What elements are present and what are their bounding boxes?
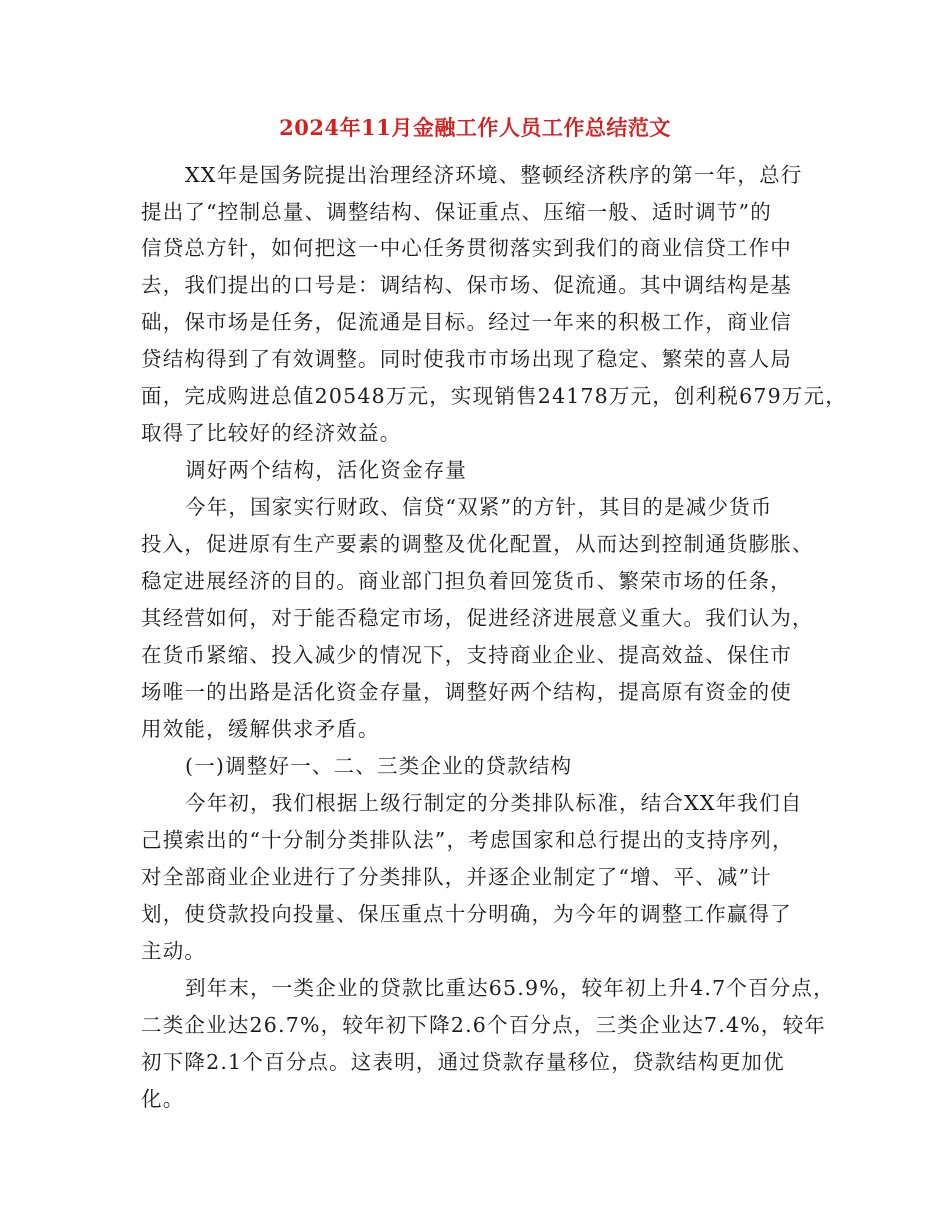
document-title: 2024年11月金融工作人员工作总结范文 xyxy=(279,115,671,140)
body-line-2: 提出了“控制总量、调整结构、保证重点、压缩一般、适时调节”的 xyxy=(141,200,772,224)
body-line-6: 贷结构得到了有效调整。同时使我市市场出现了稳定、繁荣的喜人局 xyxy=(141,347,792,371)
body-line-21: 到年末，一类企业的贷款比重达65.9%，较年初上升4.7个百分点， xyxy=(185,976,835,1000)
body-line-5: 础，保市场是任务，促流通是目标。经过一年来的积极工作，商业信 xyxy=(141,310,792,334)
subsection-heading-1: (一)调整好一、二、三类企业的贷款结构 xyxy=(185,754,573,778)
body-line-9: 今年，国家实行财政、信贷“双紧”的方针，其目的是减少货币 xyxy=(185,495,773,519)
body-line-16: 今年初，我们根据上级行制定的分类排队标准，结合XX年我们自 xyxy=(185,791,803,815)
section-heading-1: 调好两个结构，活化资金存量 xyxy=(185,458,468,482)
body-line-1: XX年是国务院提出治理经济环境、整顿经济秩序的第一年，总行 xyxy=(185,163,803,187)
body-line-12: 其经营如何，对于能否稳定市场，促进经济进展意义重大。我们认为， xyxy=(141,606,814,630)
body-line-18: 对全部商业企业进行了分类排队，并逐企业制定了“增、平、减”计 xyxy=(141,865,772,889)
body-line-13: 在货币紧缩、投入减少的情况下，支持商业企业、提高效益、保住市 xyxy=(141,643,792,667)
body-line-14: 场唯一的出路是活化资金存量，调整好两个结构，提高原有资金的使 xyxy=(141,680,792,704)
body-line-22: 二类企业达26.7%，较年初下降2.6个百分点，三类企业达7.4%，较年 xyxy=(141,1013,827,1037)
body-line-8: 取得了比较好的经济效益。 xyxy=(141,421,402,445)
body-line-19: 划，使贷款投向投量、保压重点十分明确，为今年的调整工作赢得了 xyxy=(141,902,792,926)
body-line-23: 初下降2.1个百分点。这表明，通过贷款存量移位，贷款结构更加优 xyxy=(141,1050,785,1074)
body-line-20: 主动。 xyxy=(141,939,207,963)
body-line-4: 去，我们提出的口号是：调结构、保市场、促流通。其中调结构是基 xyxy=(141,273,792,297)
body-line-3: 信贷总方针，如何把这一中心任务贯彻落实到我们的商业信贷工作中 xyxy=(141,236,792,260)
body-line-7: 面，完成购进总值20548万元，实现销售24178万元，创利税679万元， xyxy=(141,384,847,408)
body-line-24: 化。 xyxy=(141,1087,185,1111)
body-line-17: 己摸索出的“十分制分类排队法”，考虑国家和总行提出的支持序列， xyxy=(141,828,794,852)
body-line-10: 投入，促进原有生产要素的调整及优化配置，从而达到控制通货膨胀、 xyxy=(141,532,814,556)
body-line-15: 用效能，缓解供求矛盾。 xyxy=(141,717,380,741)
body-line-11: 稳定进展经济的目的。商业部门担负着回笼货币、繁荣市场的任条， xyxy=(141,569,792,593)
